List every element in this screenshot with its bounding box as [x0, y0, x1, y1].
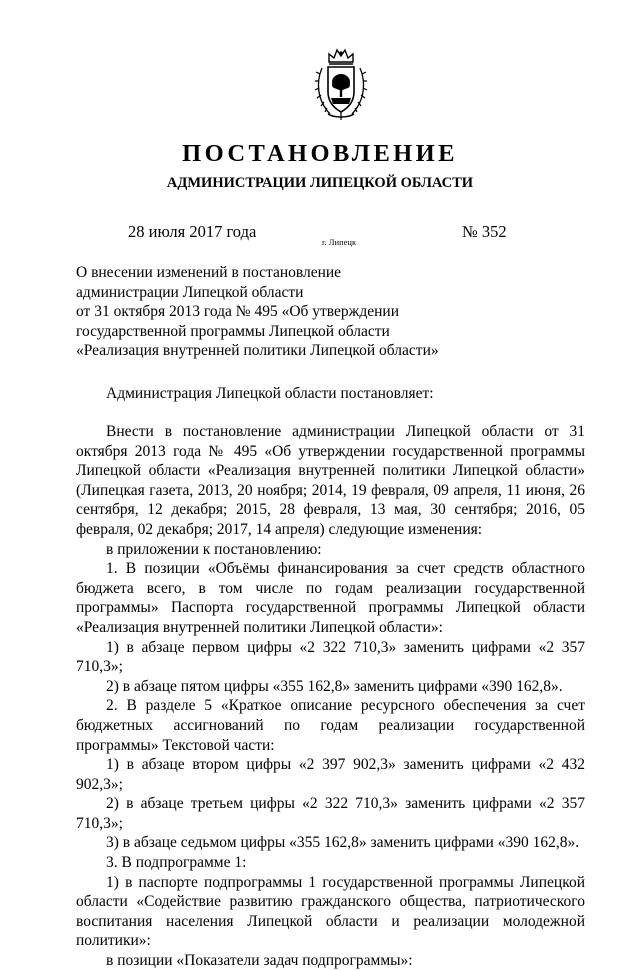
- subject-line: администрации Липецкой области: [76, 283, 304, 301]
- subject-line: О внесении изменений в постановление: [76, 264, 342, 281]
- body-paragraph: 2) в абзаце третьем цифры «2 322 710,3» заменить цифрами «2 357 710,3»;: [76, 795, 585, 832]
- subject-line: «Реализация внутренней политики Липецкой области»: [76, 342, 439, 360]
- body-paragraph: 1) в паспорте подпрограммы 1 государственной программы Липецкой области «Содействие развитию гражданского общества, патриотического воспитания населения Липецкой области и реализации молодежной политики»:: [76, 873, 585, 950]
- body-paragraph: 1) в абзаце первом цифры «2 322 710,3» заменить цифрами «2 357 710,3»;: [76, 638, 585, 676]
- resolve-statement: Администрация Липецкой области постановляет:: [106, 385, 434, 402]
- body-paragraph: 2) в абзаце пятом цифры «355 162,8» заменить цифрами «390 162,8».: [106, 677, 563, 695]
- body-paragraph: 1) в абзаце втором цифры «2 397 902,3» заменить цифрами «2 432 902,3»;: [76, 756, 585, 793]
- document-title: ПОСТАНОВЛЕНИЕ: [182, 140, 458, 167]
- lipetsk-coat-of-arms-icon: [312, 48, 370, 122]
- body-paragraph: 1. В позиции «Объёмы финансирования за счет средств областного бюджета всего, в том числе по годам реализации государственной программы» Паспорта государственной программы Липецкой области «Реализация внутренней политики Липецкой области»:: [76, 560, 585, 636]
- body-paragraph: в позиции «Показатели задач подпрограммы»:: [106, 952, 413, 970]
- document-issuer: АДМИНИСТРАЦИИ ЛИПЕЦКОЙ ОБЛАСТИ: [166, 175, 474, 191]
- subject-line: государственной программы Липецкой области: [76, 322, 390, 340]
- document-number: № 352: [462, 222, 507, 241]
- document-date: 28 июля 2017 года: [128, 222, 257, 241]
- body-paragraph: 3. В подпрограмме 1:: [106, 854, 247, 872]
- body-paragraph: 3) в абзаце седьмом цифры «355 162,8» заменить цифрами «390 162,8».: [106, 834, 580, 852]
- body-paragraph: Внести в постановление администрации Липецкой области от 31 октября 2013 года № 495 «Об утверждении государственной программы Липецкой области «Реализация внутренней политики Липецкой области» (Липецкая газета, 2013, 20 ноября; 2014, 19 февраля, 09 апреля, 11 июня, 26 сентября, 12 декабря; 2015, 28 февраля, 13 мая, 30 сентября; 2016, 05 февраля, 02 декабря; 2017, 14 апреля) следующие изменения:: [76, 423, 585, 538]
- document-subject: [76, 263, 476, 361]
- document-body: [76, 422, 585, 971]
- subject-line: от 31 октября 2013 года № 495 «Об утверждении: [76, 303, 400, 321]
- document-city: г. Липецк: [322, 237, 357, 247]
- body-paragraph: в приложении к постановлению:: [106, 540, 322, 558]
- body-paragraph: 2. В разделе 5 «Краткое описание ресурсного обеспечения за счет бюджетных ассигнований по годам реализации государственной программы» Текстовой части:: [76, 697, 585, 754]
